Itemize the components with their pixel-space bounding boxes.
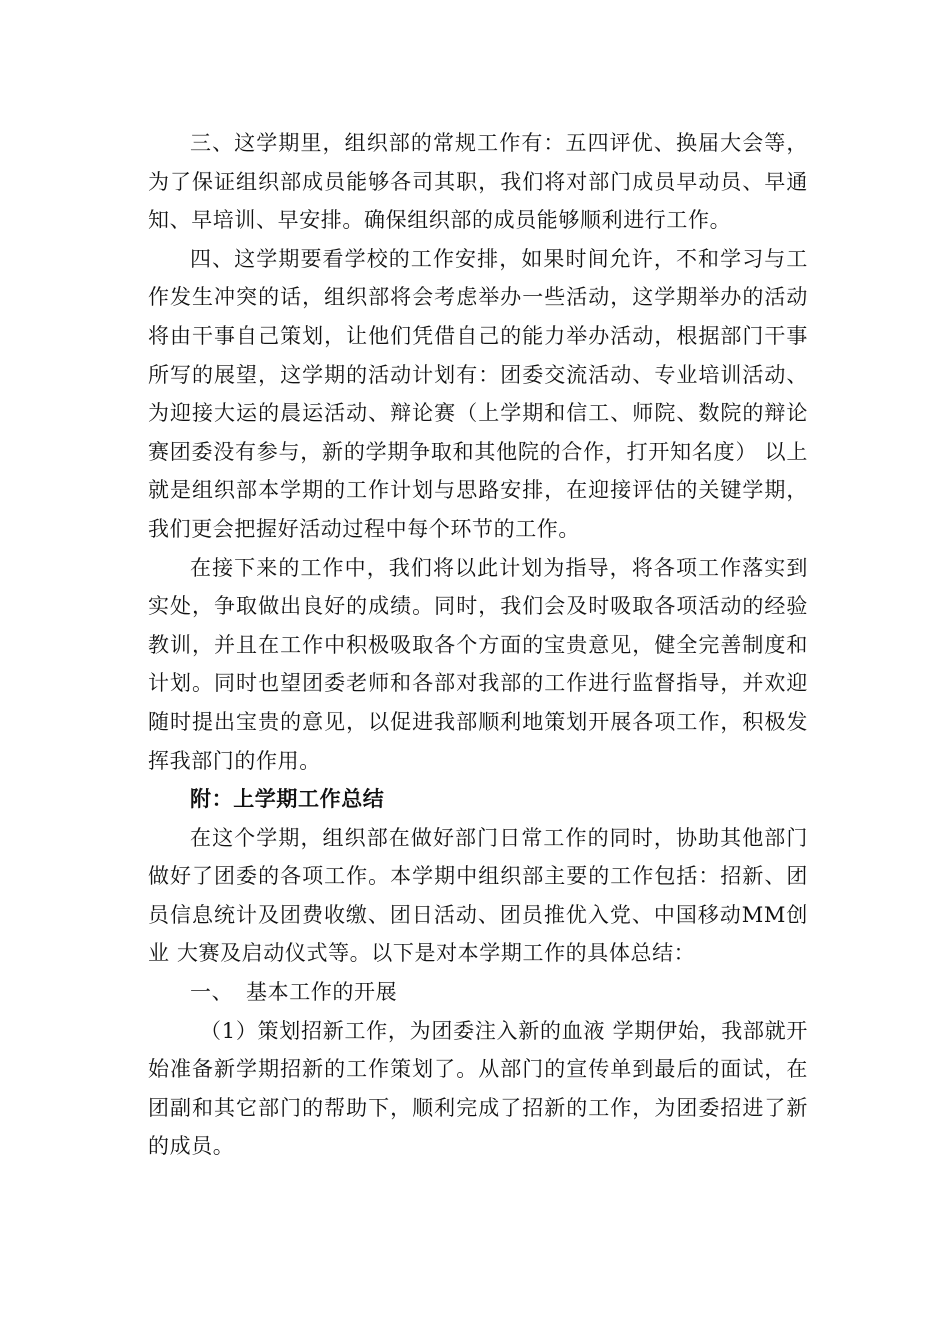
paragraph-next-steps: 在接下来的工作中，我们将以此计划为指导，将各项工作落实到实处，争取做出良好的成绩。同时，我们会及时吸取各项活动的经验教训，并且在工作中积极吸取各个方面的宝贵意见，健全完善制度和计划。同时也望团委老师和各部对我部的工作进行监督指导，并欢迎随时提出宝贵的意见，以促进我部顺利地策划开展各项工作，积极发挥我部门的作用。 <box>148 555 808 773</box>
section-heading-basic-work <box>148 973 808 1012</box>
section-title: 基本工作的开展 <box>246 980 398 1005</box>
document-page <box>148 124 808 1166</box>
item-recruitment: （1）策划招新工作，为团委注入新的血液 学期伊始，我部就开始准备新学期招新的工作策划了。从部门的宣传单到最后的面试，在团副和其它部门的帮助下，顺利完成了招新的工作，为团委招进了新的成员。 <box>148 1018 808 1159</box>
appendix-heading: 附：上学期工作总结 <box>190 786 385 812</box>
paragraph-routine-work: 三、这学期里，组织部的常规工作有：五四评优、换届大会等，为了保证组织部成员能够各司其职，我们将对部门成员早动员、早通知、早培训、早安排。确保组织部的成员能够顺利进行工作。 <box>148 131 808 233</box>
section-number: 一、 <box>190 980 234 1005</box>
paragraph-activity-plan: 四、这学期要看学校的工作安排，如果时间允许，不和学习与工作发生冲突的话，组织部将会考虑举办一些活动，这学期举办的活动将由干事自己策划，让他们凭借自己的能力举办活动，根据部门干事所写的展望，这学期的活动计划有：团委交流活动、专业培训活动、为迎接大运的晨运活动、辩论赛（上学期和信工、师院、数院的辩论赛团委没有参与，新的学期争取和其他院的合作，打开知名度） 以上就是组织部本学期的工作计划与思路安排，在迎接评估的关键学期，我们更会把握好活动过程中每个环节的工作。 <box>148 246 808 541</box>
appendix-intro: 在这个学期，组织部在做好部门日常工作的同时，协助其他部门做好了团委的各项工作。本学期中组织部主要的工作包括：招新、团员信息统计及团费收缴、团日活动、团员推优入党、中国移动MM创业 大赛及启动仪式等。以下是对本学期工作的具体总结： <box>148 825 808 966</box>
